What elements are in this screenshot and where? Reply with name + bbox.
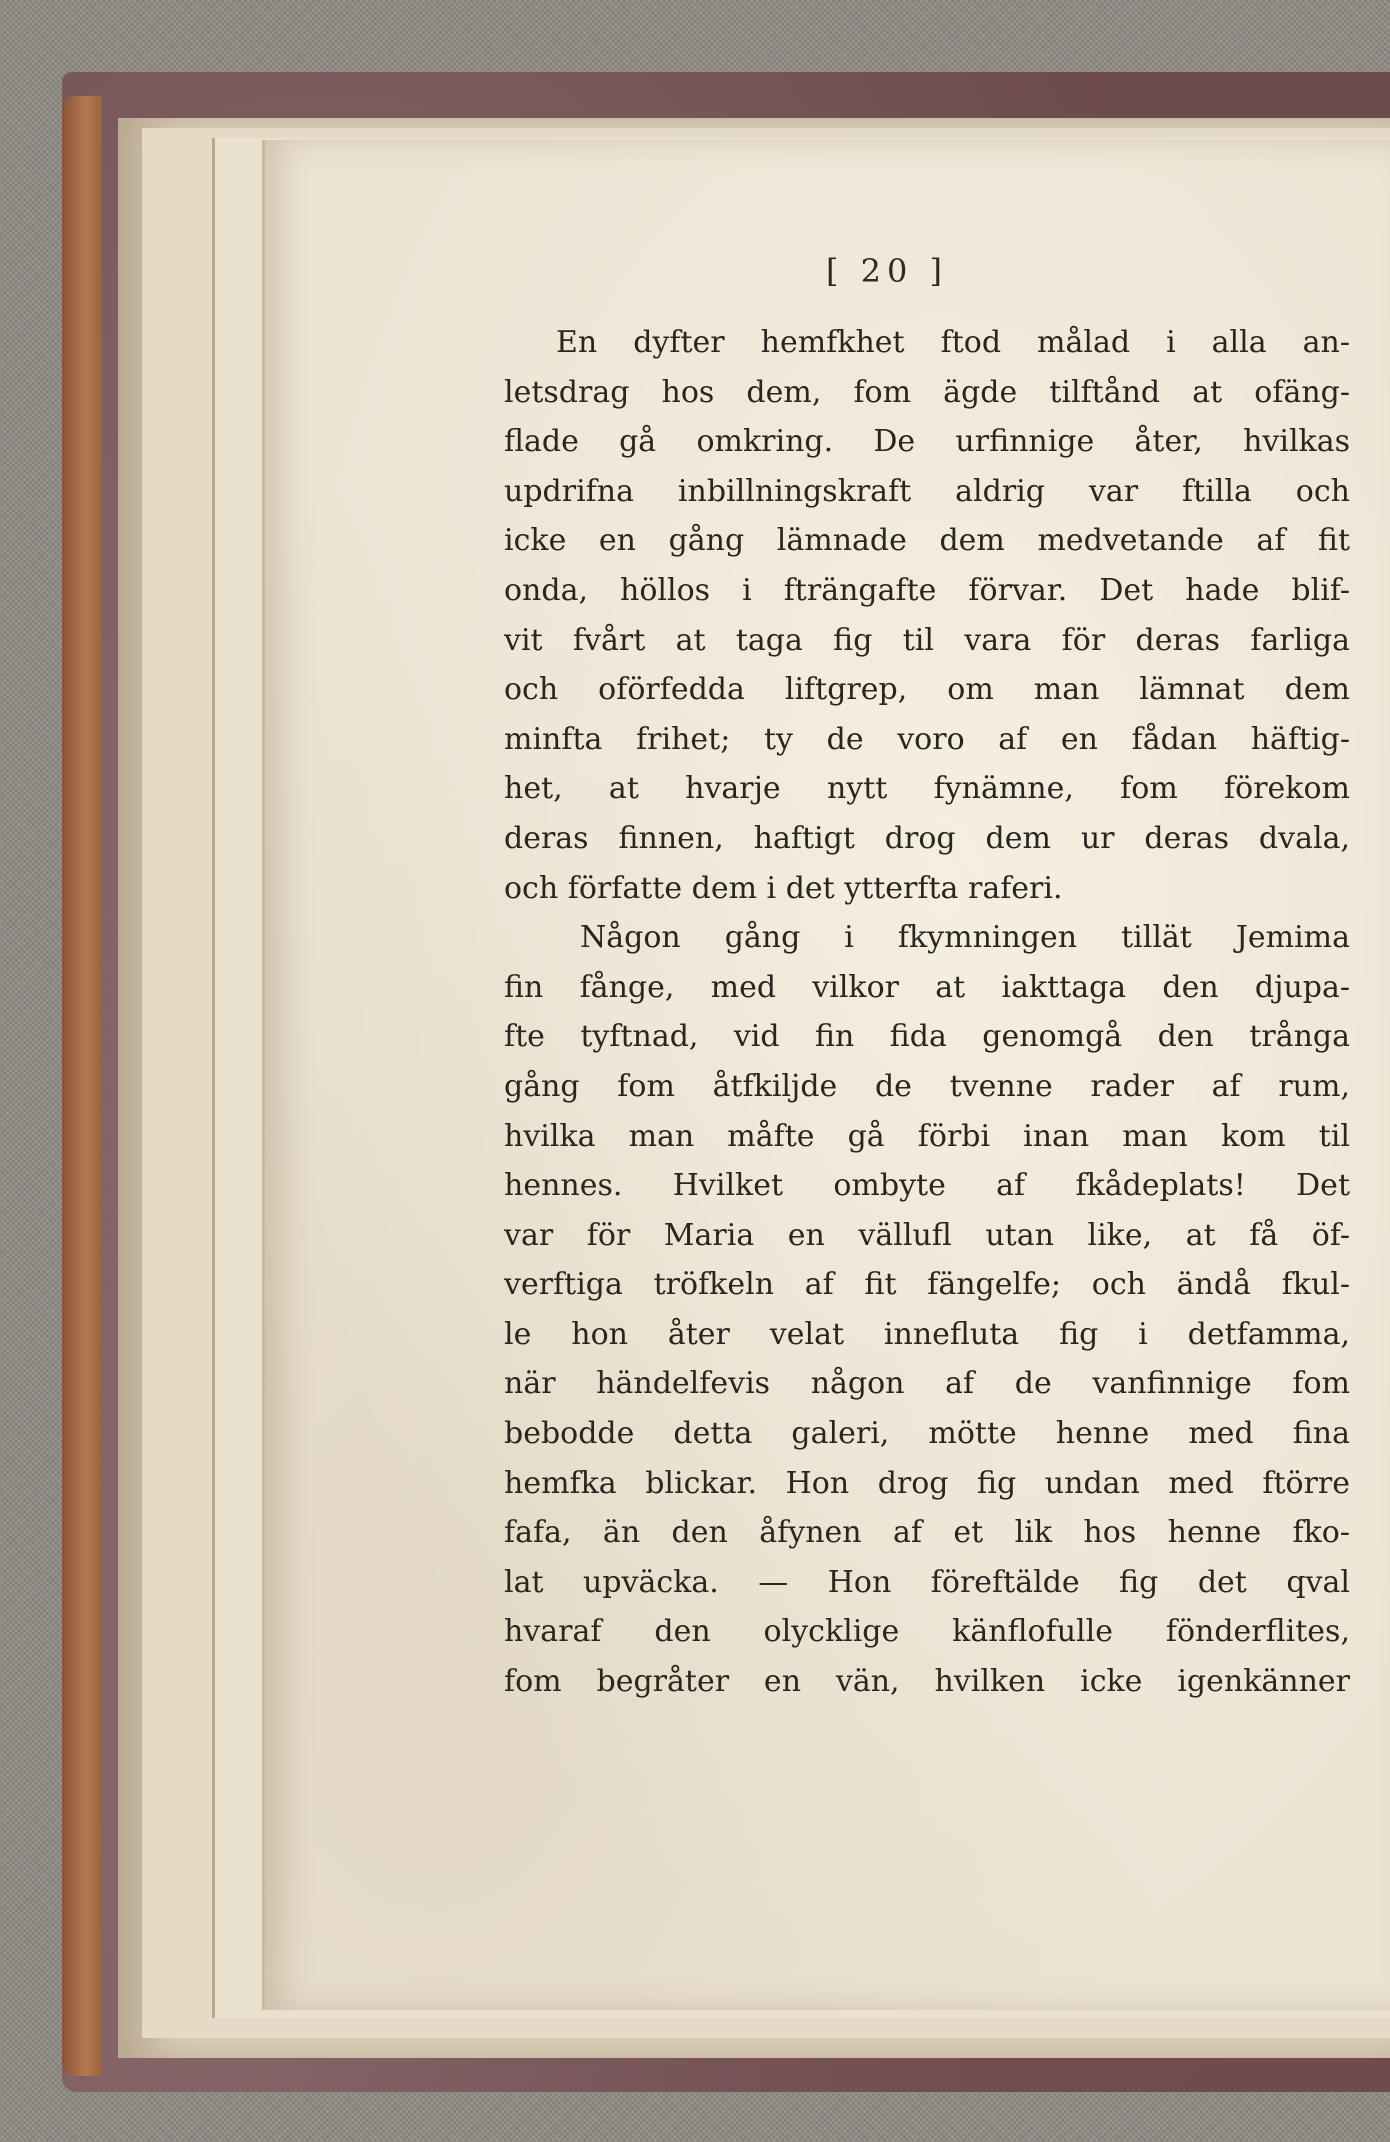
text-line: gång fom åtfkiljde de tvenne rader af rum, (504, 1068, 1350, 1104)
book-spine-edge (62, 96, 102, 2076)
text-line: och oförfedda liftgrep, om man lämnat dem (504, 672, 1350, 708)
body-text (504, 318, 1350, 1707)
text-line: fom begråter en vän, hvilken icke igenkänner (504, 1664, 1350, 1700)
text-line: hvaraf den olycklige känflofulle fönderflites, (504, 1614, 1350, 1650)
text-line: bebodde detta galeri, mötte henne med fina (504, 1416, 1350, 1452)
text-line: le hon åter velat innefluta fig i detfamma, (504, 1316, 1350, 1352)
text-line: onda, höllos i fträngafte förvar. Det hade blif- (504, 572, 1350, 608)
text-line: fin fånge, med vilkor at iakttaga den djupa- (504, 969, 1350, 1005)
page-number: [ 20 ] (826, 252, 949, 290)
text-line: när händelfevis någon af de vanfinnige fom (504, 1366, 1350, 1402)
text-line: hvilka man måfte gå förbi inan man kom til (504, 1118, 1350, 1154)
text-line: var för Maria en vällufl utan like, at få öf- (504, 1217, 1350, 1253)
text-line: verftiga tröfkeln af fit fängelfe; och ändå fkul- (504, 1267, 1350, 1303)
text-line: hennes. Hvilket ombyte af fkådeplats! Det (504, 1168, 1350, 1204)
text-line: icke en gång lämnade dem medvetande af fit (504, 523, 1350, 559)
text-line: fafa, än den åfynen af et lik hos henne fko- (504, 1515, 1350, 1551)
text-line: minfta frihet; ty de voro af en fådan häftig- (504, 721, 1350, 757)
text-line: fte tyftnad, vid fin fida genomgå den trånga (504, 1019, 1350, 1055)
text-line: vit fvårt at taga fig til vara för deras farliga (504, 622, 1350, 658)
text-line: lat upväcka. — Hon föreftälde fig det qval (504, 1564, 1350, 1600)
text-line: Någon gång i fkymningen tillät Jemima (580, 920, 1350, 956)
text-line: deras finnen, haftigt drog dem ur deras dvala, (504, 820, 1350, 856)
text-line: het, at hvarje nytt fynämne, fom förekom (504, 771, 1350, 807)
text-line: letsdrag hos dem, fom ägde tilftånd at ofäng- (504, 374, 1350, 410)
text-line: En dyfter hemfkhet ftod målad i alla an- (556, 325, 1350, 360)
text-line: updrifna inbillningskraft aldrig var ftilla och (504, 473, 1350, 509)
text-line: flade gå omkring. De urfinnige åter, hvilkas (504, 424, 1350, 460)
text-line: och författe dem i det ytterfta raferi. (504, 870, 1063, 906)
text-line: hemfka blickar. Hon drog fig undan med ftörre (504, 1465, 1350, 1501)
